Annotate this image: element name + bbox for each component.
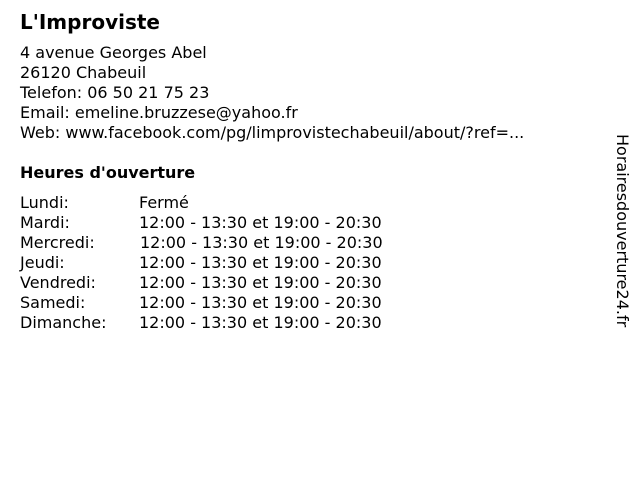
email-line: Email: emeline.bruzzese@yahoo.fr (20, 103, 298, 122)
hours-day: Samedi: (20, 293, 86, 312)
hours-time: Fermé (139, 193, 189, 212)
hours-heading: Heures d'ouverture (20, 163, 196, 182)
street-address: 4 avenue Georges Abel (20, 43, 207, 62)
hours-time: 12:00 - 13:30 et 19:00 - 20:30 (140, 233, 383, 252)
city-postal: 26120 Chabeuil (20, 63, 147, 82)
website-line: Web: www.facebook.com/pg/limprovistechabeuil/about/?ref=... (20, 123, 525, 142)
phone-line: Telefon: 06 50 21 75 23 (20, 83, 210, 102)
contact-block (20, 43, 524, 143)
hours-day: Dimanche: (20, 313, 107, 332)
hours-time: 12:00 - 13:30 et 19:00 - 20:30 (139, 213, 382, 232)
site-watermark: Horairesdouverture24.fr (613, 134, 632, 328)
hours-time: 12:00 - 13:30 et 19:00 - 20:30 (139, 313, 382, 332)
hours-day: Mardi: (20, 213, 70, 232)
business-name: L'Improviste (20, 10, 160, 34)
hours-day: Mercredi: (20, 233, 95, 252)
hours-day: Jeudi: (20, 253, 65, 272)
hours-time: 12:00 - 13:30 et 19:00 - 20:30 (139, 253, 382, 272)
hours-time: 12:00 - 13:30 et 19:00 - 20:30 (139, 273, 382, 292)
hours-day: Lundi: (20, 193, 69, 212)
hours-day: Vendredi: (20, 273, 96, 292)
hours-time: 12:00 - 13:30 et 19:00 - 20:30 (139, 293, 382, 312)
